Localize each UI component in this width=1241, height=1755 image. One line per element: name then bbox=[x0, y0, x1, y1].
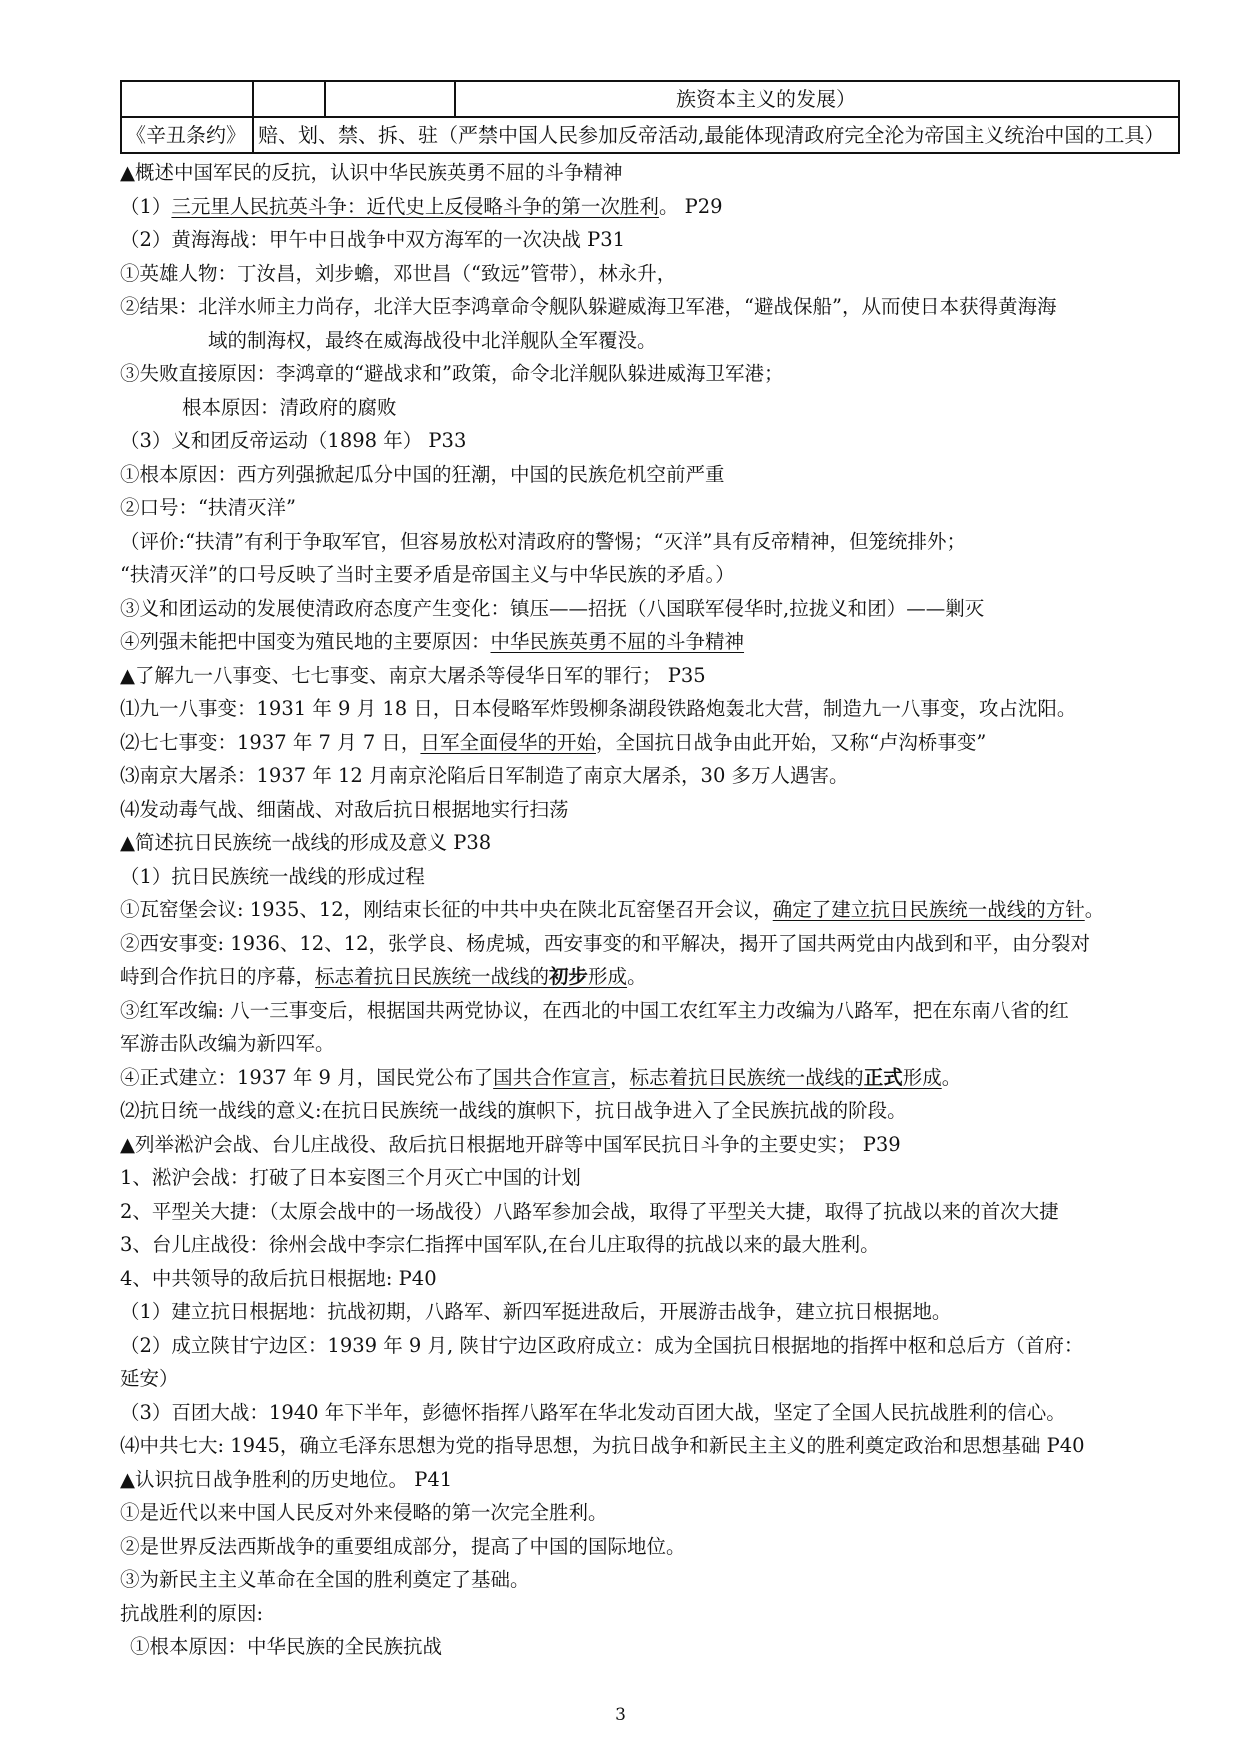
treaty-label: 《辛丑条约》 bbox=[126, 123, 246, 147]
text-line: （评价:“扶清”有利于争取军官，但容易放松对清政府的警惕；“灭洋”具有反帝精神，但笼统排外； bbox=[120, 529, 966, 553]
text-span: 。 bbox=[627, 965, 647, 988]
underlined-text: 标志着抗日民族统一战线的 bbox=[629, 1065, 864, 1089]
text-span: ④正式建立：1937 年 9 月，国民党公布了 bbox=[120, 1065, 494, 1089]
text-line: 4、中共领导的敌后抗日根据地: P40 bbox=[120, 1266, 437, 1290]
text-line: ⑴九一八事变：1931 年 9 月 18 日，日本侵略军炸毁柳条湖段铁路炮轰北大营，制造九一八事变，攻占沈阳。 bbox=[120, 697, 1077, 720]
text-line: （1）建立抗日根据地：抗战初期，八路军、新四军挺进敌后，开展游击战争，建立抗日根据地。 bbox=[120, 1300, 952, 1323]
text-line bbox=[120, 625, 1180, 659]
treaty-content: 赔、划、禁、拆、驻（严禁中国人民参加反帝活动,最能体现清政府完全沦为帝国主义统治中国的工具） bbox=[258, 123, 1165, 147]
text-line: 延安） bbox=[120, 1367, 179, 1390]
underlined-text: 三元里人民抗英斗争：近代史上反侵略斗争的第一次胜利 bbox=[171, 194, 659, 218]
text-line bbox=[120, 893, 1180, 927]
treaty-table bbox=[120, 80, 1180, 154]
text-line: ⑵抗日统一战线的意义:在抗日民族统一战线的旗帜下，抗日战争进入了全民族抗战的阶段。 bbox=[120, 1099, 907, 1122]
text-span: 。 bbox=[1084, 898, 1105, 921]
text-line: 2、平型关大捷：（太原会战中的一场战役）八路军参加会战，取得了平型关大捷，取得了抗战以来的首次大捷 bbox=[120, 1199, 1059, 1223]
text-line: ⑷中共七大: 1945，确立毛泽东思想为党的指导思想，为抗日战争和新民主主义的胜利奠定政治和思想基础 P40 bbox=[120, 1434, 1085, 1457]
text-line: （2）成立陕甘宁边区：1939 年 9 月, 陕甘宁边区政府成立：成为全国抗日根据地的指挥中枢和总后方（首府： bbox=[120, 1333, 1084, 1357]
text-span: ④列强未能把中国变为殖民地的主要原因： bbox=[120, 630, 491, 653]
text-line: ①英雄人物：丁汝昌，刘步蟾，邓世昌（“致远”管带），林永升， bbox=[120, 261, 677, 285]
text-line: 域的制海权，最终在威海战役中北洋舰队全军覆没。 bbox=[208, 328, 657, 352]
text-line bbox=[120, 960, 1180, 994]
text-span: ， bbox=[610, 1065, 630, 1089]
text-line bbox=[120, 1061, 1180, 1095]
section-heading: ▲列举淞沪会战、台儿庄战役、敌后抗日根据地开辟等中国军民抗日斗争的主要史实； P39 bbox=[120, 1132, 901, 1156]
table-cell-text: 族资本主义的发展） bbox=[676, 87, 856, 111]
text-span: 峙到合作抗日的序幕， bbox=[120, 965, 316, 988]
text-span: （1） bbox=[120, 194, 172, 218]
text-line bbox=[120, 190, 1180, 224]
text-line: （3）义和团反帝运动（1898 年） P33 bbox=[120, 429, 467, 452]
section-heading: ▲简述抗日民族统一战线的形成及意义 P38 bbox=[120, 831, 492, 854]
text-span: ，全国抗日战争由此开始，又称“卢沟桥事变” bbox=[595, 730, 987, 754]
bold-underlined-text: 正式 bbox=[863, 1065, 903, 1089]
underlined-text: 中华民族英勇不屈的斗争精神 bbox=[490, 630, 745, 653]
table-cell bbox=[253, 81, 325, 117]
text-line: （3）百团大战：1940 年下半年，彭德怀指挥八路军在华北发动百团大战，坚定了全国人民抗战胜利的信心。 bbox=[120, 1400, 1066, 1424]
page-number: 3 bbox=[615, 1705, 626, 1725]
underlined-text: 形成 bbox=[902, 1065, 942, 1089]
text-span: 。 P29 bbox=[658, 194, 723, 218]
text-line: “扶清灭洋”的口号反映了当时主要矛盾是帝国主义与中华民族的矛盾。） bbox=[120, 563, 735, 586]
underlined-text: 日军全面侵华的开始 bbox=[420, 730, 596, 754]
bold-underlined-text: 初步 bbox=[549, 965, 589, 988]
treaty-content-cell bbox=[253, 117, 1179, 153]
text-line: ②结果：北洋水师主力尚存，北洋大臣李鸿章命令舰队躲避威海卫军港，“避战保船”，从而使日本获得黄海海 bbox=[120, 295, 1057, 318]
table-cell bbox=[121, 81, 253, 117]
text-line: 军游击队改编为新四军。 bbox=[120, 1032, 335, 1055]
underlined-text: 形成 bbox=[588, 965, 628, 988]
text-line: 3、台儿庄战役：徐州会战中李宗仁指挥中国军队,在台儿庄取得的抗战以来的最大胜利。 bbox=[120, 1233, 880, 1256]
table-row bbox=[121, 81, 1179, 117]
table-row bbox=[121, 117, 1179, 153]
text-line: ⑷发动毒气战、细菌战、对敌后抗日根据地实行扫荡 bbox=[120, 797, 569, 821]
text-line: ③为新民主主义革命在全国的胜利奠定了基础。 bbox=[120, 1568, 530, 1591]
text-line: ⑶南京大屠杀：1937 年 12 月南京沦陷后日军制造了南京大屠杀，30 多万人遇害。 bbox=[120, 764, 849, 787]
text-line: ①是近代以来中国人民反对外来侵略的第一次完全胜利。 bbox=[120, 1501, 608, 1524]
text-line: ②口号：“扶清灭洋” bbox=[120, 496, 296, 519]
text-line: （2）黄海海战：甲午中日战争中双方海军的一次决战 P31 bbox=[120, 228, 626, 251]
text-span: ①瓦窑堡会议: 1935、12，刚结束长征的中共中央在陕北瓦窑堡召开会议， bbox=[120, 898, 773, 921]
section-heading: ▲认识抗日战争胜利的历史地位。 P41 bbox=[120, 1467, 453, 1491]
text-line: ③失败直接原因：李鸿章的“避战求和”政策，命令北洋舰队躲进威海卫军港； bbox=[120, 362, 784, 385]
text-span: ⑵七七事变：1937 年 7 月 7 日， bbox=[120, 730, 421, 754]
text-line: 根本原因：清政府的腐败 bbox=[182, 395, 397, 419]
underlined-text: 标志着抗日民族统一战线的 bbox=[315, 965, 550, 988]
text-line bbox=[120, 726, 1180, 760]
text-line: ①根本原因：西方列强掀起瓜分中国的狂潮，中国的民族危机空前严重 bbox=[120, 462, 725, 486]
table-cell bbox=[455, 81, 1179, 117]
section-heading: ▲了解九一八事变、七七事变、南京大屠杀等侵华日军的罪行； P35 bbox=[120, 663, 706, 687]
text-line: ③义和团运动的发展使清政府态度产生变化：镇压——招抚（八国联军侵华时,拉拢义和团）——剿灭 bbox=[120, 596, 985, 620]
document-page bbox=[120, 80, 1180, 1664]
text-line: ②是世界反法西斯战争的重要组成部分，提高了中国的国际地位。 bbox=[120, 1534, 686, 1558]
text-line: 抗战胜利的原因: bbox=[120, 1601, 264, 1625]
treaty-label-cell bbox=[121, 117, 253, 153]
text-span: 。 bbox=[941, 1065, 962, 1089]
section-heading: ▲概述中国军民的反抗，认识中华民族英勇不屈的斗争精神 bbox=[120, 161, 623, 184]
underlined-text: 国共合作宣言 bbox=[493, 1065, 611, 1089]
text-line: ③红军改编: 八一三事变后，根据国共两党协议，在西北的中国工农红军主力改编为八路军，把在东南八省的红 bbox=[120, 998, 1069, 1022]
text-line: ①根本原因：中华民族的全民族抗战 bbox=[130, 1635, 443, 1658]
text-line: 1、淞沪会战：打破了日本妄图三个月灭亡中国的计划 bbox=[120, 1166, 581, 1189]
text-line: （1）抗日民族统一战线的形成过程 bbox=[120, 864, 425, 888]
notes-body bbox=[120, 156, 1180, 1664]
text-line: ②西安事变: 1936、12、12，张学良、杨虎城，西安事变的和平解决，揭开了国共两党由内战到和平，由分裂对 bbox=[120, 931, 1091, 955]
underlined-text: 确定了建立抗日民族统一战线的方针 bbox=[772, 898, 1085, 921]
table-cell bbox=[325, 81, 455, 117]
